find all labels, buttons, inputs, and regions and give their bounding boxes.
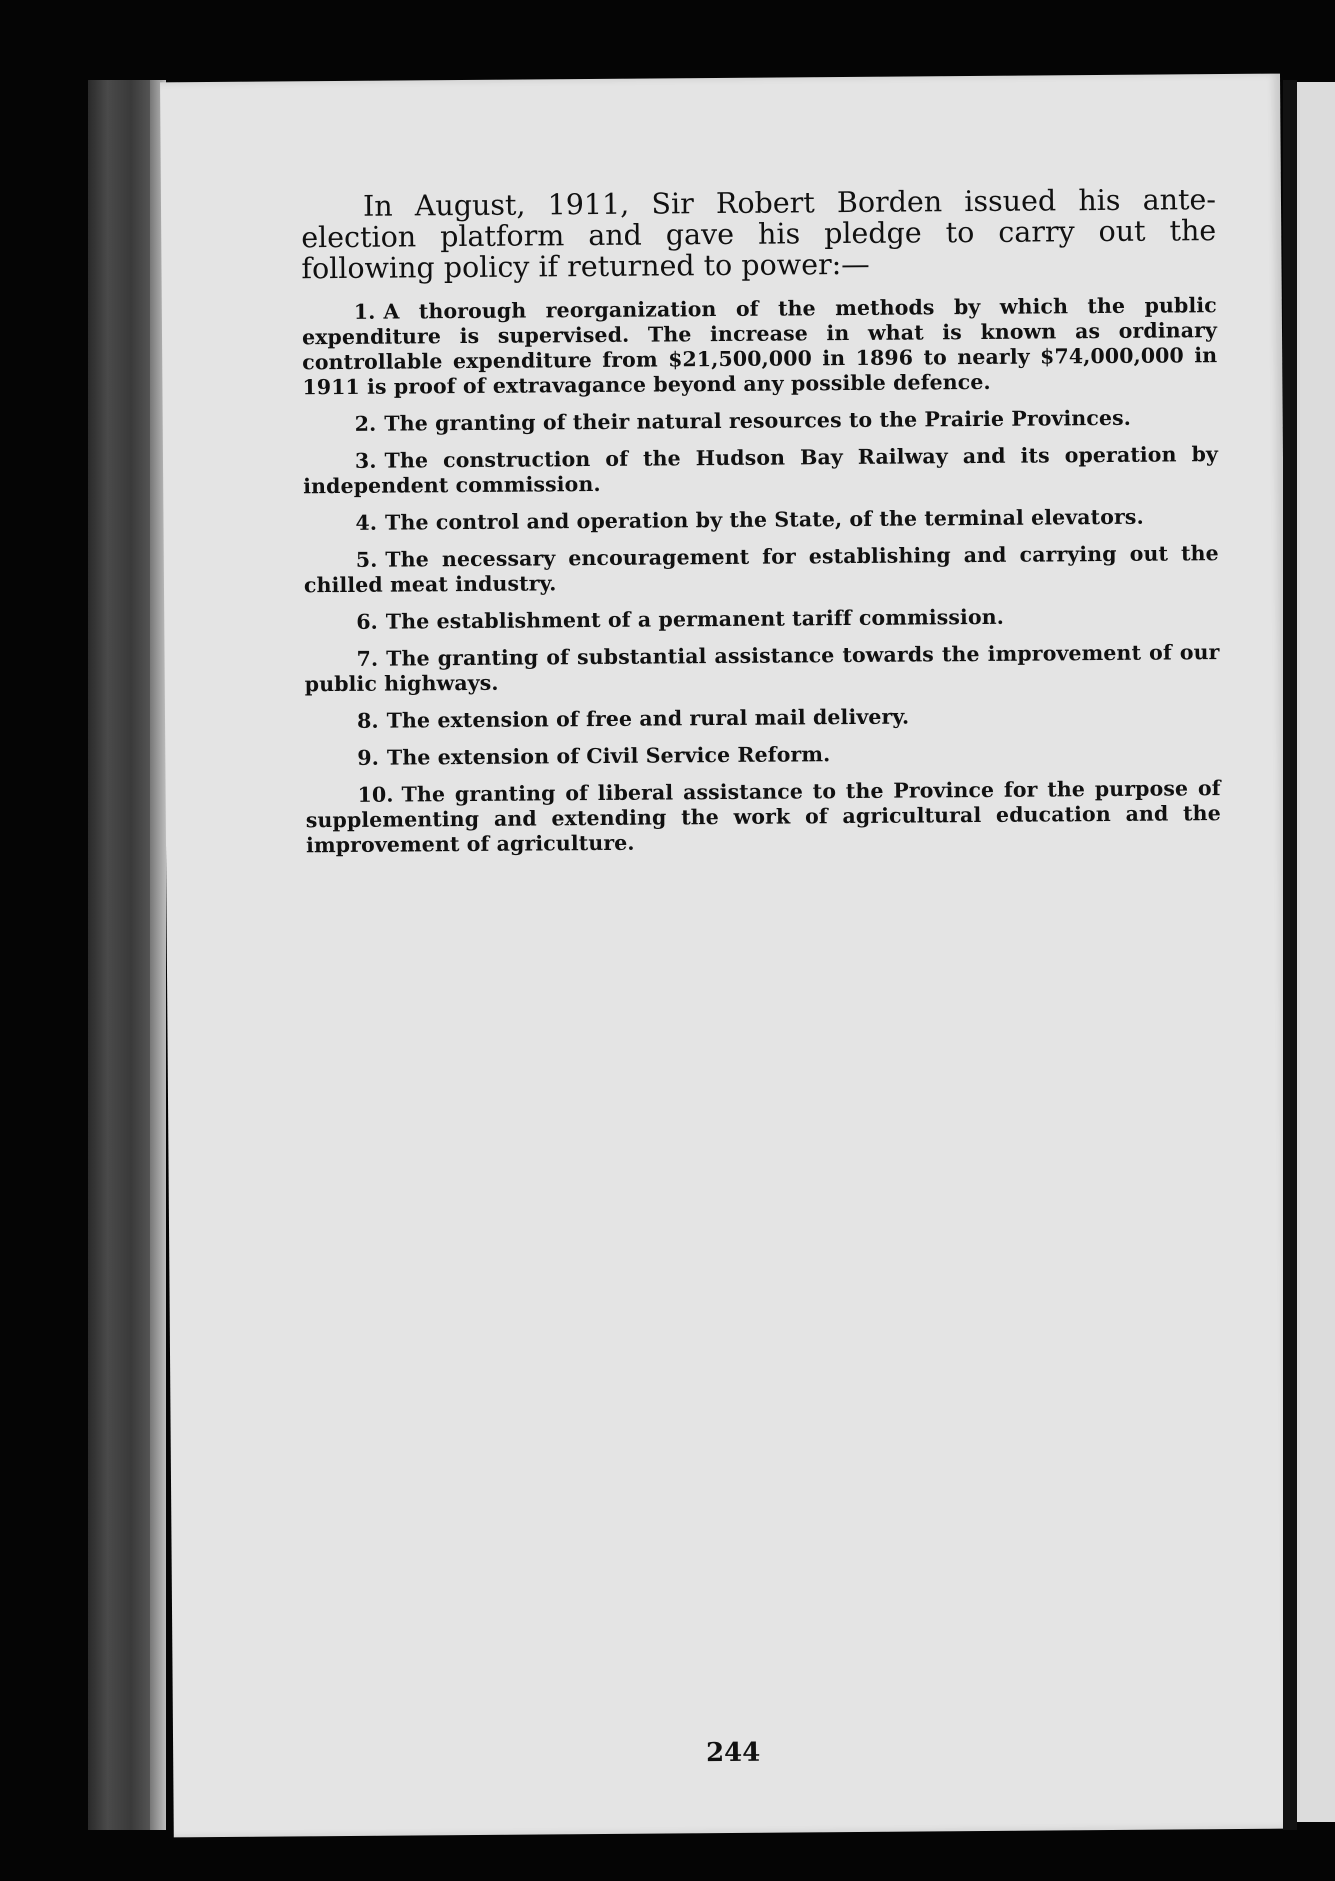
pledge-item <box>304 640 1219 697</box>
pledge-list <box>302 293 1221 858</box>
page-number: 244 <box>705 1737 761 1769</box>
next-page-edge <box>1297 82 1335 1822</box>
pledge-text: The granting of substantial assistance towards the improvement of our public highways. <box>304 640 1220 697</box>
pledge-item <box>303 442 1218 499</box>
pledge-text: The construction of the Hudson Bay Railway and its operation by independent commission. <box>303 442 1219 499</box>
pledge-text: A thorough reorganization of the methods by which the public expenditure is supervised. The increase in what is known as ordinary controllable expenditure from $21,500,000 in 1896 to nearly $74,000,000 in 1911 is proof of extravagance beyond any possible defence. <box>301 293 1218 400</box>
pledge-number: 4. <box>355 510 378 535</box>
pledge-number: 1. <box>353 299 376 324</box>
pledge-item <box>304 603 1219 635</box>
pledge-item <box>305 739 1220 771</box>
pledge-text: The necessary encouragement for establishing and carrying out the chilled meat industry. <box>303 541 1219 598</box>
book-page <box>160 74 1294 1838</box>
pledge-number: 3. <box>354 448 377 473</box>
pledge-item <box>305 702 1220 734</box>
page-text-block <box>301 184 1221 870</box>
pledge-item <box>306 776 1222 858</box>
pledge-item <box>303 405 1218 437</box>
pledge-text: The granting of their natural resources to the Prairie Provinces. <box>384 405 1132 436</box>
pledge-item <box>302 293 1218 400</box>
pledge-text: The granting of liberal assistance to the Province for the purpose of supplementing and extending the work of agricultural education and the improvement of agriculture. <box>305 776 1221 858</box>
pledge-text: The extension of Civil Service Reform. <box>386 742 831 770</box>
pledge-text: The establishment of a permanent tariff commission. <box>385 604 1005 634</box>
pledge-number: 9. <box>357 745 380 770</box>
pledge-item <box>303 504 1218 536</box>
pledge-number: 10. <box>357 782 394 807</box>
pledge-number: 2. <box>354 411 377 436</box>
page-gutter <box>1283 80 1297 1830</box>
pledge-number: 5. <box>355 547 378 572</box>
pledge-text: The extension of free and rural mail delivery. <box>386 704 910 733</box>
pledge-number: 8. <box>356 708 379 733</box>
pledge-item <box>304 541 1219 598</box>
pledge-text: The control and operation by the State, of the terminal elevators. <box>384 504 1144 535</box>
intro-paragraph: In August, 1911, Sir Robert Borden issued his ante-election platform and gave his pledge to carry out the following policy if returned to power:— <box>301 183 1217 286</box>
pledge-number: 7. <box>356 646 379 671</box>
pledge-number: 6. <box>356 609 378 634</box>
